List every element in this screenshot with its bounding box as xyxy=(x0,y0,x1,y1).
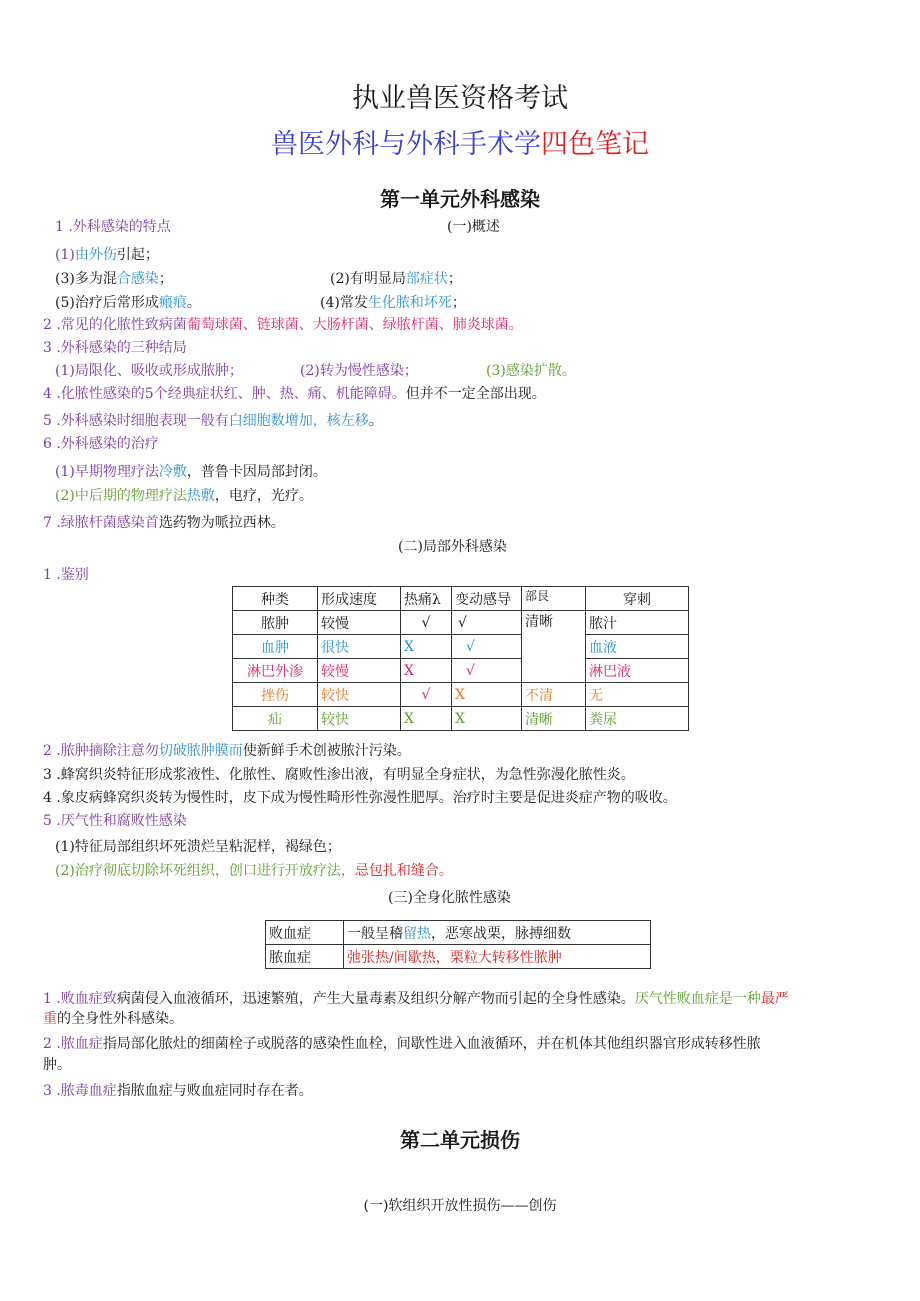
cell-kind: 淋巴外渗 xyxy=(233,659,318,683)
item-6b xyxy=(55,485,313,505)
cell-heat-pain: √ xyxy=(401,611,452,635)
sec3-item-2 xyxy=(43,1033,761,1053)
th-speed: 形成速度 xyxy=(318,587,401,611)
item-1a xyxy=(55,244,159,264)
item-4-p2: 但并不一定全部出现。 xyxy=(405,386,546,402)
sec2-item-3: 3 .蜂窝织炎特征形成浆液性、化脓性、腐败性渗出液，有明显全身症状，为急性弥漫化脓性炎。 xyxy=(43,767,635,783)
item-5-p2: 白细胞数增加，核左移 xyxy=(228,413,369,429)
item-1e-p1: (4)常发 xyxy=(320,295,368,311)
sec2-item-4: 4 .象皮病蜂窝织炎转为慢性时，皮下成为慢性畸形性弥漫性肥厚。治疗时主要是促进炎症产物的吸收。 xyxy=(43,790,677,806)
cell-speed: 较慢 xyxy=(318,611,401,635)
table-row xyxy=(233,707,689,731)
item-1c-p2: 部症状 xyxy=(405,271,448,287)
cell-puncture: 淋巴液 xyxy=(586,659,689,683)
item-1d-p1: (5)治疗后常形成 xyxy=(55,295,159,311)
item-3a: (1)局限化、吸收或形成脓肿； xyxy=(55,363,243,379)
cell-puncture: 血液 xyxy=(586,635,689,659)
sec2-item-2 xyxy=(43,740,411,760)
sec3-item-2-p1: 2 .脓血症 xyxy=(43,1036,103,1052)
systemic-table xyxy=(265,920,651,969)
sec3-item-2-line2: 肿。 xyxy=(43,1057,71,1073)
cell-heat-pain: X xyxy=(401,659,452,683)
item-6b-p1: (2)中后期的物理疗法 xyxy=(55,488,187,504)
item-1c-p3: ； xyxy=(447,271,462,287)
table-row xyxy=(233,683,689,707)
cell-fluctuation: X xyxy=(452,707,522,731)
item-1d xyxy=(55,292,201,312)
subtitle-part-a: 兽医外科与外科手术学 xyxy=(271,129,541,160)
sec3-item-1-p1: 1 .败血症致 xyxy=(43,991,117,1007)
cell-label: 脓血症 xyxy=(266,945,344,969)
cell-label: 败血症 xyxy=(266,921,344,945)
cell-speed: 较快 xyxy=(318,707,401,731)
cell-value: 弛张热/间歇热，栗粒大转移性脓肿 xyxy=(344,945,651,969)
item-2-p1: 2 .常见的化脓性致病菌 xyxy=(43,317,187,333)
cell-puncture: 脓汁 xyxy=(586,611,689,635)
sec2-item-5b xyxy=(55,860,453,880)
item-6b-p3: ，电疗，光疗。 xyxy=(214,488,313,504)
item-6a-p2: 冷敷 xyxy=(158,464,187,480)
item-3c: (3)感染扩散。 xyxy=(486,363,576,379)
item-7-p1: 7 .绿脓杆菌感染首 xyxy=(43,515,159,531)
cell-value xyxy=(344,921,651,945)
cell-speed: 很快 xyxy=(318,635,401,659)
cell-puncture: 无 xyxy=(586,683,689,707)
item-1a-p3: 引起； xyxy=(116,247,159,263)
subtitle-part-b: 四色笔记 xyxy=(541,129,649,160)
item-1: 1 .外科感染的特点 xyxy=(55,219,171,235)
table-row xyxy=(233,635,689,659)
sec3-item-1-p2: 病菌侵入血液循环，迅速繁殖，产生大量毒素及组织分解产物而引起的全身性感染。 xyxy=(116,991,635,1007)
table-row xyxy=(233,659,689,683)
table-row xyxy=(266,921,651,945)
cell-kind: 疝 xyxy=(233,707,318,731)
item-4-p1: 4 .化脓性感染的5个经典症状红、肿、热、痛、机能障碍。 xyxy=(43,386,406,402)
item-4 xyxy=(43,383,546,403)
sec2-title: (二)局部外科感染 xyxy=(398,539,507,555)
sec3-item-3-p2: 指脓血症与败血症同时存在者。 xyxy=(116,1083,313,1099)
cell-kind: 挫伤 xyxy=(233,683,318,707)
item-3: 3 .外科感染的三种结局 xyxy=(43,340,187,356)
item-5 xyxy=(43,410,383,430)
sec2-item-2-p2: 切破脓肿膜而 xyxy=(158,743,243,759)
document-title: 执业兽医资格考试 xyxy=(352,83,568,114)
th-kind: 种类 xyxy=(233,587,318,611)
unit2-heading: 第二单元损伤 xyxy=(400,1128,520,1152)
sec2-item-2-p3: 使新鲜手术创被脓汁污染。 xyxy=(242,743,411,759)
table-row xyxy=(233,611,689,635)
sec3-item-1-p4: 最严 xyxy=(760,991,789,1007)
item-1b-p2: 合感染 xyxy=(116,271,159,287)
item-1d-p3: 。 xyxy=(186,295,201,311)
item-7 xyxy=(43,512,285,532)
sec2-item-1: 1 .鉴别 xyxy=(43,567,89,583)
cell-value-p1: 一般呈稽 xyxy=(347,925,403,942)
item-2-p2: 葡萄球菌、链球菌、大肠杆菌、绿脓杆菌、肺炎球菌。 xyxy=(186,317,523,333)
cell-value-p3: ，恶寒战栗，脉搏细数 xyxy=(431,925,571,942)
cell-heat-pain: X xyxy=(401,707,452,731)
cell-fluctuation: √ xyxy=(452,659,522,683)
item-1d-p2: 瘢痕 xyxy=(158,295,187,311)
sec3-item-3 xyxy=(43,1080,313,1100)
item-5-p1: 5 .外科感染时细胞表现一般有 xyxy=(43,413,229,429)
cell-speed: 较慢 xyxy=(318,659,401,683)
cell-puncture: 粪尿 xyxy=(586,707,689,731)
cell-value-p2: 留热 xyxy=(403,925,431,942)
item-1c-p1: (2)有明显局 xyxy=(330,271,406,287)
document-subtitle xyxy=(0,122,920,161)
cell-fluctuation: √ xyxy=(452,635,522,659)
sec3-item-2-p2: 指局部化脓灶的细菌栓子或脱落的感染性血栓，间歇性进入血液循环，并在机体其他组织器官形成转移性脓 xyxy=(102,1036,761,1052)
cell-border: 不清 xyxy=(522,683,586,707)
sec2-item-5b-p2: 忌包扎和缝合。 xyxy=(354,863,453,879)
sec2-item-5b-p1: (2)治疗彻底切除坏死组织，创口进行开放疗法， xyxy=(55,863,355,879)
sec1-title: (一)概述 xyxy=(447,219,500,235)
item-3b: (2)转为慢性感染； xyxy=(300,363,418,379)
cell-heat-pain: X xyxy=(401,635,452,659)
item-1b xyxy=(55,268,173,288)
unit1-heading: 第一单元外科感染 xyxy=(380,187,540,211)
sec2-item-2-p1: 2 .脓肿摘除注意勿 xyxy=(43,743,159,759)
item-6a-p3: ，普鲁卡因局部封闭。 xyxy=(186,464,327,480)
unit2-sec1-title: (一)软组织开放性损伤——创伤 xyxy=(363,1198,557,1214)
sec3-item-1-l2-p1: 重 xyxy=(43,1011,57,1027)
sec3-item-1 xyxy=(43,988,789,1008)
item-2 xyxy=(43,314,523,334)
item-6a xyxy=(55,461,327,481)
item-1e-p2: 生化脓和坏死 xyxy=(367,295,452,311)
cell-kind: 血肿 xyxy=(233,635,318,659)
item-1b-p3: ； xyxy=(158,271,173,287)
th-border: 部艮 xyxy=(522,587,586,611)
sec2-item-5a: (1)特征局部组织坏死溃烂呈粘泥样，褐绿色； xyxy=(55,839,341,855)
cell-fluctuation: X xyxy=(452,683,522,707)
th-puncture: 穿刺 xyxy=(586,587,689,611)
cell-speed: 较快 xyxy=(318,683,401,707)
differential-table xyxy=(232,586,689,731)
th-fluctuation: 变动感导 xyxy=(452,587,522,611)
item-6a-p1: (1)早期物理疗法 xyxy=(55,464,159,480)
th-heat-pain: 热痛λ xyxy=(401,587,452,611)
cell-heat-pain: √ xyxy=(401,683,452,707)
item-1c xyxy=(330,268,462,288)
sec3-item-3-p1: 3 .脓毒血症 xyxy=(43,1083,117,1099)
item-1e-p3: ； xyxy=(451,295,466,311)
item-1b-p1: (3)多为混 xyxy=(55,271,117,287)
sec3-title: (三)全身化脓性感染 xyxy=(388,890,511,906)
sec3-item-1-line2 xyxy=(43,1008,183,1028)
cell-border: 清晰 xyxy=(522,611,586,683)
sec2-item-5: 5 .厌气性和腐败性感染 xyxy=(43,813,187,829)
sec3-item-1-l2-p2: 的全身性外科感染。 xyxy=(57,1011,183,1027)
cell-fluctuation: √ xyxy=(452,611,522,635)
item-1a-p1: (1) xyxy=(55,247,75,263)
cell-kind: 脓肿 xyxy=(233,611,318,635)
item-7-p2: 选药物为哌拉西林。 xyxy=(158,515,285,531)
table-row xyxy=(266,945,651,969)
item-5-p3: 。 xyxy=(368,413,383,429)
table-header-row xyxy=(233,587,689,611)
item-6: 6 .外科感染的治疗 xyxy=(43,436,159,452)
item-1a-p2: 由外伤 xyxy=(74,247,117,263)
sec3-item-1-p3: 厌气性败血症是一种 xyxy=(634,991,761,1007)
item-1e xyxy=(320,292,466,312)
item-6b-p2: 热敷 xyxy=(186,488,215,504)
cell-border: 清晰 xyxy=(522,707,586,731)
